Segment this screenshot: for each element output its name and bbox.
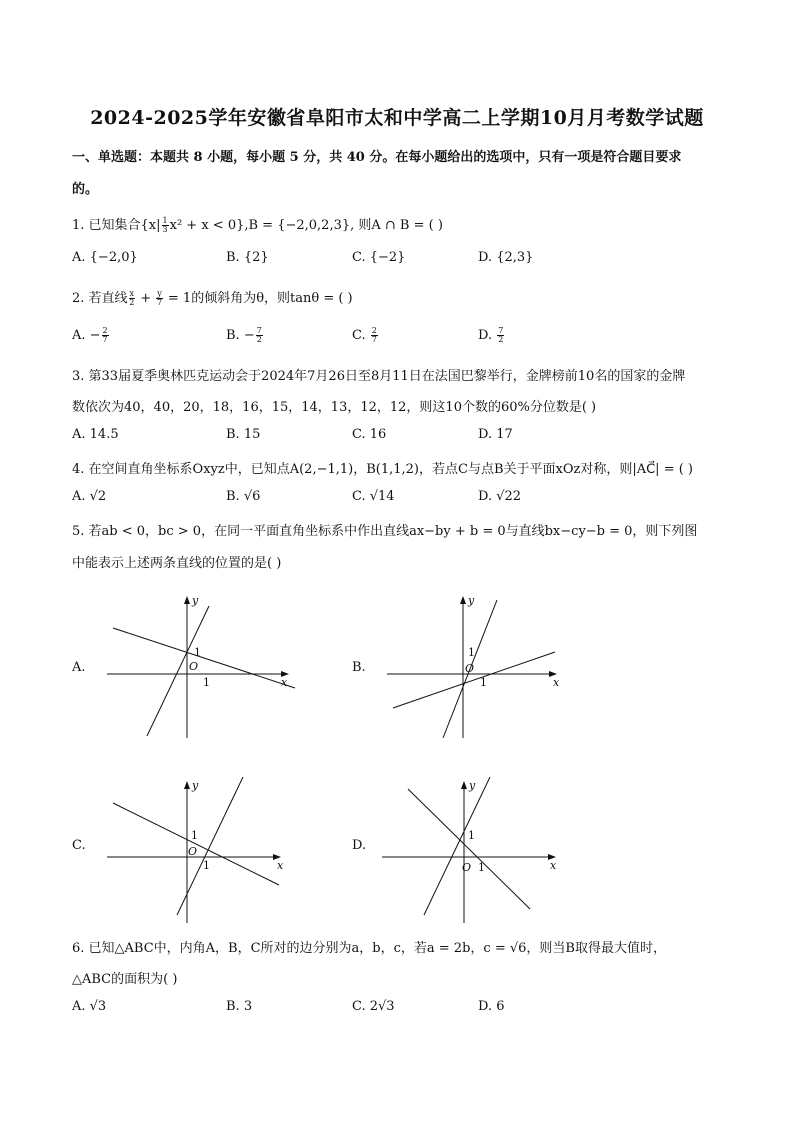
section-instructions-line2: 的。 — [72, 182, 99, 197]
x-axis-label: x — [277, 859, 284, 872]
line-2 — [443, 600, 497, 738]
y-axis-label: y — [192, 779, 199, 792]
origin-label: O — [189, 660, 199, 673]
q3-option-d[interactable]: D. 17 — [478, 427, 513, 442]
origin-label: O — [188, 845, 198, 858]
graph-d — [380, 775, 570, 925]
graph-a — [105, 590, 295, 740]
q6-option-d[interactable]: D. 6 — [478, 999, 505, 1014]
line-2 — [424, 777, 490, 915]
question-5-line1: 5. 若ab < 0，bc > 0，在同一平面直角坐标系中作出直线ax−by + b = 0与直线bx−cy−b = 0，则下列图 — [72, 524, 698, 539]
line-1 — [393, 652, 555, 708]
graph-b-label[interactable]: B. — [352, 660, 366, 675]
y-axis-label: y — [468, 594, 475, 607]
y-axis-arrow — [184, 596, 190, 604]
q2-option-b[interactable]: B. − $\frac{7}{2}$ — [226, 326, 262, 344]
question-3-line2: 数依次为40，40，20，18，16，15，14，13，12，12，则这10个数的60%分位数是( ) — [72, 400, 597, 415]
question-3-line1: 3. 第33届夏季奥林匹克运动会于2024年7月26日至8月11日在法国巴黎举行，金牌榜前10名的国家的金牌 — [72, 369, 686, 384]
q3-option-b[interactable]: B. 15 — [226, 427, 261, 442]
q2-option-a[interactable]: A. − $\frac{2}{7}$ — [72, 326, 108, 344]
q3-option-a[interactable]: A. 14.5 — [72, 427, 119, 442]
q1-option-d[interactable]: D. {2,3} — [478, 250, 534, 265]
fraction: $\frac{1}{3}$ — [162, 216, 168, 234]
graph-c-label[interactable]: C. — [72, 838, 86, 853]
y-axis-arrow — [461, 781, 467, 789]
line-1 — [113, 803, 279, 885]
x-tick-label: 1 — [203, 676, 210, 689]
q1-option-b[interactable]: B. {2} — [226, 250, 269, 265]
x-axis-label: x — [550, 859, 557, 872]
x-tick-label: 1 — [478, 861, 485, 874]
origin-label: O — [465, 662, 475, 675]
y-axis-label: y — [192, 594, 199, 607]
question-4-stem: 4. 在空间直角坐标系Oxyz中，已知点A(2,−1,1)，B(1,1,2)，若点C与点B关于平面xOz对称，则|AC⃗| = ( ) — [72, 462, 693, 477]
y-tick-label: 1 — [194, 646, 201, 659]
x-tick-label: 1 — [480, 676, 487, 689]
q6-option-b[interactable]: B. 3 — [226, 999, 253, 1014]
y-tick-label: 1 — [468, 646, 475, 659]
y-tick-label: 1 — [468, 829, 475, 842]
y-tick-label: 1 — [191, 829, 198, 842]
graph-a-label[interactable]: A. — [72, 660, 86, 675]
q6-option-a[interactable]: A. √3 — [72, 999, 107, 1014]
line-1 — [408, 789, 530, 909]
q6-option-c[interactable]: C. 2√3 — [352, 999, 395, 1014]
x-tick-label: 1 — [203, 859, 210, 872]
origin-label: O — [462, 861, 472, 874]
question-2-stem: 2. 若直线 $\frac{x}{2}$ + $\frac{y}{7}$ = 1的倾斜角为θ，则tanθ = ( ) — [72, 289, 353, 307]
q4-option-b[interactable]: B. √6 — [226, 489, 261, 504]
q3-option-c[interactable]: C. 16 — [352, 427, 387, 442]
question-6-line2: △ABC的面积为( ) — [72, 972, 178, 987]
y-axis-arrow — [460, 596, 466, 604]
q4-option-a[interactable]: A. √2 — [72, 489, 107, 504]
graph-b — [385, 590, 575, 740]
graph-d-label[interactable]: D. — [352, 838, 367, 853]
line-2 — [147, 606, 209, 736]
page-title: 2024-2025学年安徽省阜阳市太和中学高二上学期10月月考数学试题 — [90, 107, 704, 129]
q4-option-c[interactable]: C. √14 — [352, 489, 395, 504]
q1-option-a[interactable]: A. {−2,0} — [72, 250, 138, 265]
question-5-line2: 中能表示上述两条直线的位置的是( ) — [72, 556, 282, 571]
q2-option-c[interactable]: C. $\frac{2}{7}$ — [352, 326, 377, 344]
fraction-x-over-2: $\frac{x}{2}$ — [129, 289, 135, 307]
x-axis-label: x — [281, 676, 288, 689]
q2-option-d[interactable]: D. $\frac{7}{2}$ — [478, 326, 504, 344]
question-1-stem: 1. 已知集合{x| $\frac{1}{3}$ x² + x < 0},B = {−2,0,2,3}, 则A ∩ B = ( ) — [72, 216, 443, 234]
graph-c — [105, 775, 295, 925]
fraction-y-over-7: $\frac{y}{7}$ — [156, 289, 163, 307]
section-instructions-line1: 一、单选题：本题共 8 小题，每小题 5 分，共 40 分。在每小题给出的选项中，只有一项是符合题目要求 — [72, 150, 682, 165]
q4-option-d[interactable]: D. √22 — [478, 489, 522, 504]
y-axis-arrow — [184, 781, 190, 789]
question-6-line1: 6. 已知△ABC中，内角A，B，C所对的边分别为a，b，c，若a = 2b，c = √6，则当B取得最大值时， — [72, 941, 666, 956]
y-axis-label: y — [469, 779, 476, 792]
q1-option-c[interactable]: C. {−2} — [352, 250, 406, 265]
x-axis-label: x — [553, 676, 560, 689]
